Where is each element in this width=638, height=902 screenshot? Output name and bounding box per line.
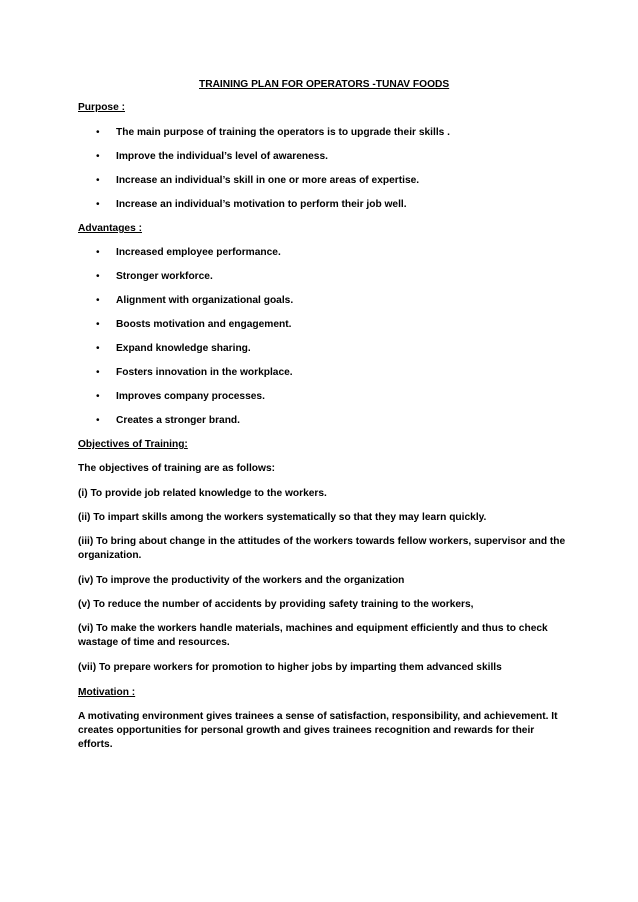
advantages-item-text: Alignment with organizational goals. bbox=[116, 295, 294, 306]
objective-item: (vi) To make the workers handle materials, machines and equipment efficiently and thus to check wastage of time and resources. bbox=[78, 623, 548, 648]
document-title: TRAINING PLAN FOR OPERATORS -TUNAV FOODS bbox=[199, 79, 450, 90]
advantages-item-text: Improves company processes. bbox=[116, 391, 265, 402]
bullet-icon: • bbox=[96, 343, 100, 354]
motivation-text: A motivating environment gives trainees a sense of satisfaction, responsibility, and achievement. It creates opportunities for personal growth and gives trainees recognition and rewards for their efforts. bbox=[78, 711, 558, 750]
purpose-item-text: Increase an individual’s skill in one or more areas of expertise. bbox=[116, 175, 420, 186]
objective-item: (ii) To impart skills among the workers systematically so that they may learn quickly. bbox=[78, 512, 487, 523]
motivation-heading: Motivation : bbox=[78, 687, 136, 698]
objective-item: (vii) To prepare workers for promotion to higher jobs by imparting them advanced skills bbox=[78, 662, 502, 673]
bullet-icon: • bbox=[96, 247, 100, 258]
advantages-item-text: Fosters innovation in the workplace. bbox=[116, 367, 293, 378]
bullet-icon: • bbox=[96, 415, 100, 426]
objective-item: (v) To reduce the number of accidents by providing safety training to the workers, bbox=[78, 599, 474, 610]
objectives-heading: Objectives of Training: bbox=[78, 439, 188, 450]
objective-item: (iv) To improve the productivity of the workers and the organization bbox=[78, 575, 405, 586]
advantages-item-text: Stronger workforce. bbox=[116, 271, 213, 282]
bullet-icon: • bbox=[96, 391, 100, 402]
objective-item: (iii) To bring about change in the attitudes of the workers towards fellow workers, supervisor and the organization. bbox=[78, 536, 566, 561]
bullet-icon: • bbox=[96, 319, 100, 330]
purpose-item-text: Increase an individual’s motivation to perform their job well. bbox=[116, 199, 407, 210]
objectives-intro: The objectives of training are as follows: bbox=[78, 463, 275, 474]
advantages-item-text: Creates a stronger brand. bbox=[116, 415, 240, 426]
objective-item: (i) To provide job related knowledge to the workers. bbox=[78, 488, 327, 499]
purpose-heading: Purpose : bbox=[78, 102, 125, 113]
bullet-icon: • bbox=[96, 127, 100, 138]
advantages-item-text: Boosts motivation and engagement. bbox=[116, 319, 292, 330]
bullet-icon: • bbox=[96, 199, 100, 210]
bullet-icon: • bbox=[96, 151, 100, 162]
bullet-icon: • bbox=[96, 271, 100, 282]
advantages-item-text: Increased employee performance. bbox=[116, 247, 281, 258]
bullet-icon: • bbox=[96, 175, 100, 186]
purpose-item-text: Improve the individual’s level of awareness. bbox=[116, 151, 328, 162]
bullet-icon: • bbox=[96, 295, 100, 306]
advantages-heading: Advantages : bbox=[78, 223, 142, 234]
purpose-item-text: The main purpose of training the operators is to upgrade their skills . bbox=[116, 127, 450, 138]
bullet-icon: • bbox=[96, 367, 100, 378]
advantages-item-text: Expand knowledge sharing. bbox=[116, 343, 251, 354]
